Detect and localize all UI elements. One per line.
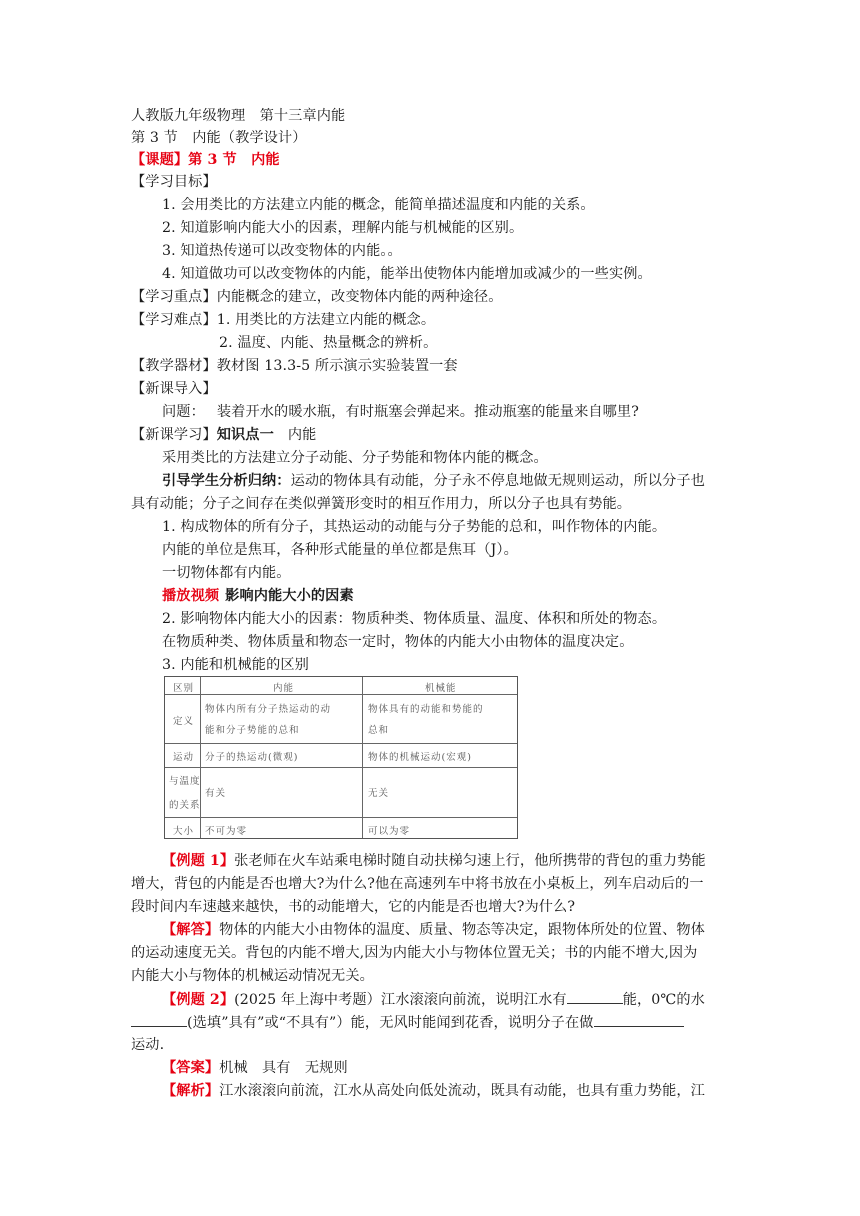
table-divider xyxy=(200,677,201,838)
table-cell: 物体的机械运动(宏观) xyxy=(368,752,472,763)
table-cell: 不可为零 xyxy=(205,826,248,837)
table-cell: 物体具有的动能和势能的 xyxy=(368,704,484,715)
intro-question-line xyxy=(162,402,639,422)
table-cell: 总和 xyxy=(368,725,390,736)
example-1-answer-3: 内能大小与物体的机械运动情况无关。 xyxy=(131,968,374,984)
difficulties-line xyxy=(131,310,435,330)
table-divider xyxy=(362,677,363,838)
table-header-cell: 机械能 xyxy=(425,683,457,694)
factors-text: 2. 影响物体内能大小的因素：物质种类、物体质量、温度、体积和所处的物态。 xyxy=(162,611,667,627)
header-line-2: 第 3 节 内能（教学设计） xyxy=(131,130,307,146)
goal-item-2: 2. 知道影响内能大小的因素，理解内能与机械能的区别。 xyxy=(162,220,524,236)
table-cell: 可以为零 xyxy=(368,826,411,837)
video-line xyxy=(162,586,354,606)
compare-title: 3. 内能和机械能的区别 xyxy=(162,657,309,673)
example-1-answer-2: 的运动速度无关。背包的内能不增大,因为内能大小与物体位置无关；书的内能不增大,因为 xyxy=(131,945,698,961)
definition-1: 1. 构成物体的所有分子，其热运动的动能与分子势能的总和，叫作物体的内能。 xyxy=(162,519,667,535)
example-2-analysis: 江水滚滚向前流，江水从高处向低处流动，既具有动能，也具有重力势能，江 xyxy=(219,1083,705,1099)
difficulties-label: 【学习难点】 xyxy=(131,312,217,328)
example-1-text-3: 段时间内车速越来越快，书的动能增大，它的内能是否也增大?为什么? xyxy=(131,899,576,915)
video-title: 影响内能大小的因素 xyxy=(225,588,354,604)
blank-1 xyxy=(567,989,623,1004)
guide-text-2: 具有动能；分子之间存在类似弹簧形变时的相互作用力，所以分子也具有势能。 xyxy=(131,496,632,512)
table-header-cell: 区别 xyxy=(173,683,195,694)
goals-label: 【学习目标】 xyxy=(131,174,217,190)
learning-label: 【新课学习】 xyxy=(131,427,217,443)
table-cell: 能和分子势能的总和 xyxy=(205,725,300,736)
example-1-text-1: 张老师在火车站乘电梯时随自动扶梯匀速上行，他所携带的背包的重力势能 xyxy=(234,853,706,869)
knowledge-point-title: 内能 xyxy=(287,427,317,443)
example-1-answer-line-1 xyxy=(162,920,705,940)
example-2-part-d: 运动. xyxy=(131,1037,165,1053)
table-header-cell: 内能 xyxy=(273,683,295,694)
table-row-label: 定义 xyxy=(173,716,195,727)
guide-text-1: 运动的物体具有动能，分子永不停息地做无规则运动，所以分子也 xyxy=(290,473,705,489)
example-2-answer-line xyxy=(162,1058,348,1078)
topic-line xyxy=(131,150,280,170)
table-row-label: 的关系 xyxy=(169,800,201,811)
table-row-label: 与温度 xyxy=(169,776,201,787)
key-points-line xyxy=(131,287,503,307)
video-label: 播放视频 xyxy=(162,588,220,604)
intro-question: 装着开水的暖水瓶，有时瓶塞会弹起来。推动瓶塞的能量来自哪里? xyxy=(216,404,639,420)
example-2-answer-label: 【答案】 xyxy=(162,1060,220,1076)
table-divider xyxy=(165,743,517,744)
topic-label: 【课题】 xyxy=(131,152,189,168)
table-row-label: 运动 xyxy=(173,752,195,763)
table-cell: 分子的热运动(微观) xyxy=(205,752,299,763)
intro-label: 【新课导入】 xyxy=(131,381,217,397)
blank-3 xyxy=(594,1012,684,1027)
header-line-1: 人教版九年级物理 第十三章内能 xyxy=(131,108,346,124)
difficulties-item-2: 2. 温度、内能、热量概念的辨析。 xyxy=(219,335,438,351)
factors-note: 在物质种类、物体质量和物态一定时，物体的内能大小由物体的温度决定。 xyxy=(162,634,634,650)
knowledge-point-label: 知识点一 xyxy=(216,427,274,443)
difficulties-item-1: 1. 用类比的方法建立内能的概念。 xyxy=(216,312,436,328)
equipment-label: 【教学器材】 xyxy=(131,358,217,374)
example-2-part-a: (2025 年上海中考题）江水滚滚向前流，说明江水有 xyxy=(234,992,567,1008)
table-cell: 无关 xyxy=(368,788,390,799)
table-row-label: 大小 xyxy=(173,826,195,837)
example-2-analysis-line xyxy=(162,1081,705,1101)
learning-line xyxy=(131,425,316,445)
guide-line xyxy=(162,471,705,491)
example-2-answer: 机械 具有 无规则 xyxy=(219,1060,348,1076)
intro-question-label: 问题： xyxy=(162,404,205,420)
key-points-text: 内能概念的建立，改变物体内能的两种途径。 xyxy=(216,289,503,305)
table-cell: 有关 xyxy=(205,788,227,799)
example-2-part-c: (选填”具有”或“不具有”）能，无风时能闻到花香，说明分子在做 xyxy=(187,1015,594,1031)
goal-item-1: 1. 会用类比的方法建立内能的概念，能简单描述温度和内能的关系。 xyxy=(162,197,595,213)
example-2-analysis-label: 【解析】 xyxy=(162,1083,220,1099)
example-1-answer-label: 【解答】 xyxy=(162,922,220,938)
table-divider xyxy=(165,767,517,768)
example-1-answer-1: 物体的内能大小由物体的温度、质量、物态等决定，跟物体所处的位置、物体 xyxy=(219,922,705,938)
example-2-label: 【例题 2】 xyxy=(162,992,235,1008)
table-divider xyxy=(165,817,517,818)
comparison-table xyxy=(164,676,518,839)
example-1-text-2: 增大，背包的内能是否也增大?为什么?他在高速列车中将书放在小桌板上，列车启动后的一 xyxy=(131,876,704,892)
topic-text: 第 3 节 内能 xyxy=(188,152,280,168)
blank-2 xyxy=(131,1012,187,1027)
equipment-text: 教材图 13.3-5 所示演示实验装置一套 xyxy=(216,358,458,374)
goal-item-4: 4. 知道做功可以改变物体的内能，能举出使物体内能增加或减少的一些实例。 xyxy=(162,266,652,282)
table-cell: 物体内所有分子热运动的动 xyxy=(205,704,332,715)
key-points-label: 【学习重点】 xyxy=(131,289,217,305)
example-2-line-1 xyxy=(162,989,705,1010)
example-2-line-2 xyxy=(131,1012,684,1033)
unit-text: 内能的单位是焦耳，各种形式能量的单位都是焦耳（J）。 xyxy=(162,542,518,558)
guide-label: 引导学生分析归纳： xyxy=(162,473,291,489)
example-2-part-b: 能，0℃的水 xyxy=(622,992,705,1008)
example-1-line-1 xyxy=(162,851,706,871)
goal-item-3: 3. 知道热传递可以改变物体的内能。。 xyxy=(162,243,402,259)
table-divider xyxy=(165,694,517,695)
learning-paragraph-1: 采用类比的方法建立分子动能、分子势能和物体内能的概念。 xyxy=(162,450,548,466)
example-1-label: 【例题 1】 xyxy=(162,853,235,869)
equipment-line xyxy=(131,356,458,376)
all-objects-text: 一切物体都有内能。 xyxy=(162,565,291,581)
